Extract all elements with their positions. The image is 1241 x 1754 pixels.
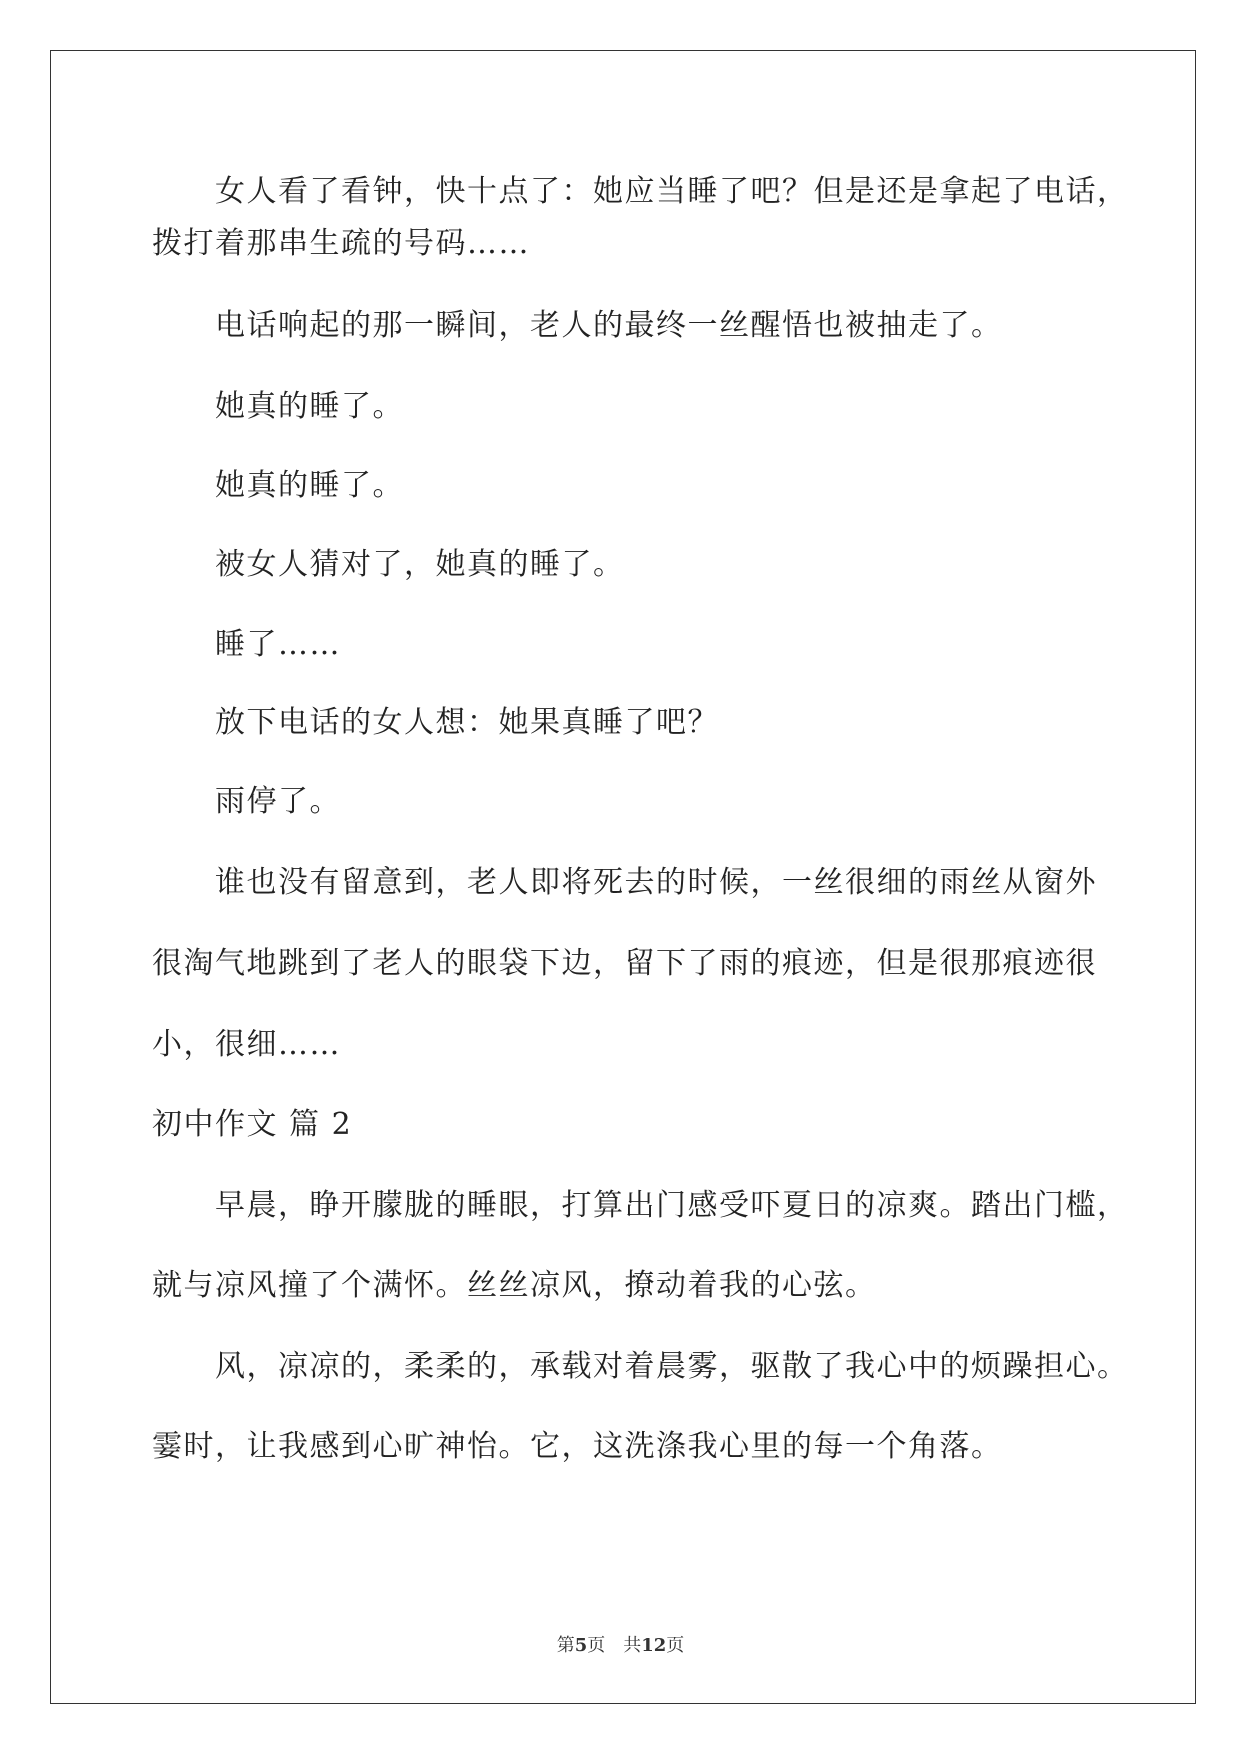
total-suffix: 页: [666, 1635, 685, 1656]
paragraph-line: 早晨，睁开朦胧的睡眼，打算出门感受吓夏日的凉爽。踏出门槛，: [215, 1188, 1129, 1223]
paragraph-line: 电话响起的那一瞬间，老人的最终一丝醒悟也被抽走了。: [215, 308, 1003, 343]
paragraph-line: 谁也没有留意到，老人即将死去的时候，一丝很细的雨丝从窗外: [215, 865, 1097, 900]
total-prefix: 共: [623, 1635, 642, 1656]
paragraph-line: 被女人猜对了，她真的睡了。: [215, 547, 625, 582]
section-heading: 初中作文 篇 2: [152, 1107, 353, 1142]
paragraph-line: 她真的睡了。: [215, 468, 404, 503]
paragraph-line: 小，很细……: [152, 1027, 341, 1062]
paragraph-line: 睡了……: [215, 627, 341, 662]
paragraph-line: 风，凉凉的，柔柔的，承载对着晨雾，驱散了我心中的烦躁担心。: [215, 1349, 1129, 1384]
page-prefix: 第: [556, 1635, 575, 1656]
paragraph-line: 就与凉风撞了个满怀。丝丝凉风，撩动着我的心弦。: [152, 1268, 877, 1303]
page-footer: [0, 1634, 1241, 1658]
paragraph-line: 拨打着那串生疏的号码……: [152, 226, 530, 261]
total-pages: 12: [641, 1635, 667, 1656]
paragraph-line: 放下电话的女人想：她果真睡了吧？: [215, 705, 719, 740]
paragraph-line: 很淘气地跳到了老人的眼袋下边，留下了雨的痕迹，但是很那痕迹很: [152, 946, 1097, 981]
paragraph-line: 女人看了看钟，快十点了：她应当睡了吧？但是还是拿起了电话，: [215, 174, 1129, 209]
page-number: 5: [574, 1635, 588, 1656]
page-suffix: 页: [587, 1635, 606, 1656]
paragraph-line: 霎时，让我感到心旷神怡。它，这洗涤我心里的每一个角落。: [152, 1429, 1003, 1464]
paragraph-line: 她真的睡了。: [215, 389, 404, 424]
paragraph-line: 雨停了。: [215, 784, 341, 819]
